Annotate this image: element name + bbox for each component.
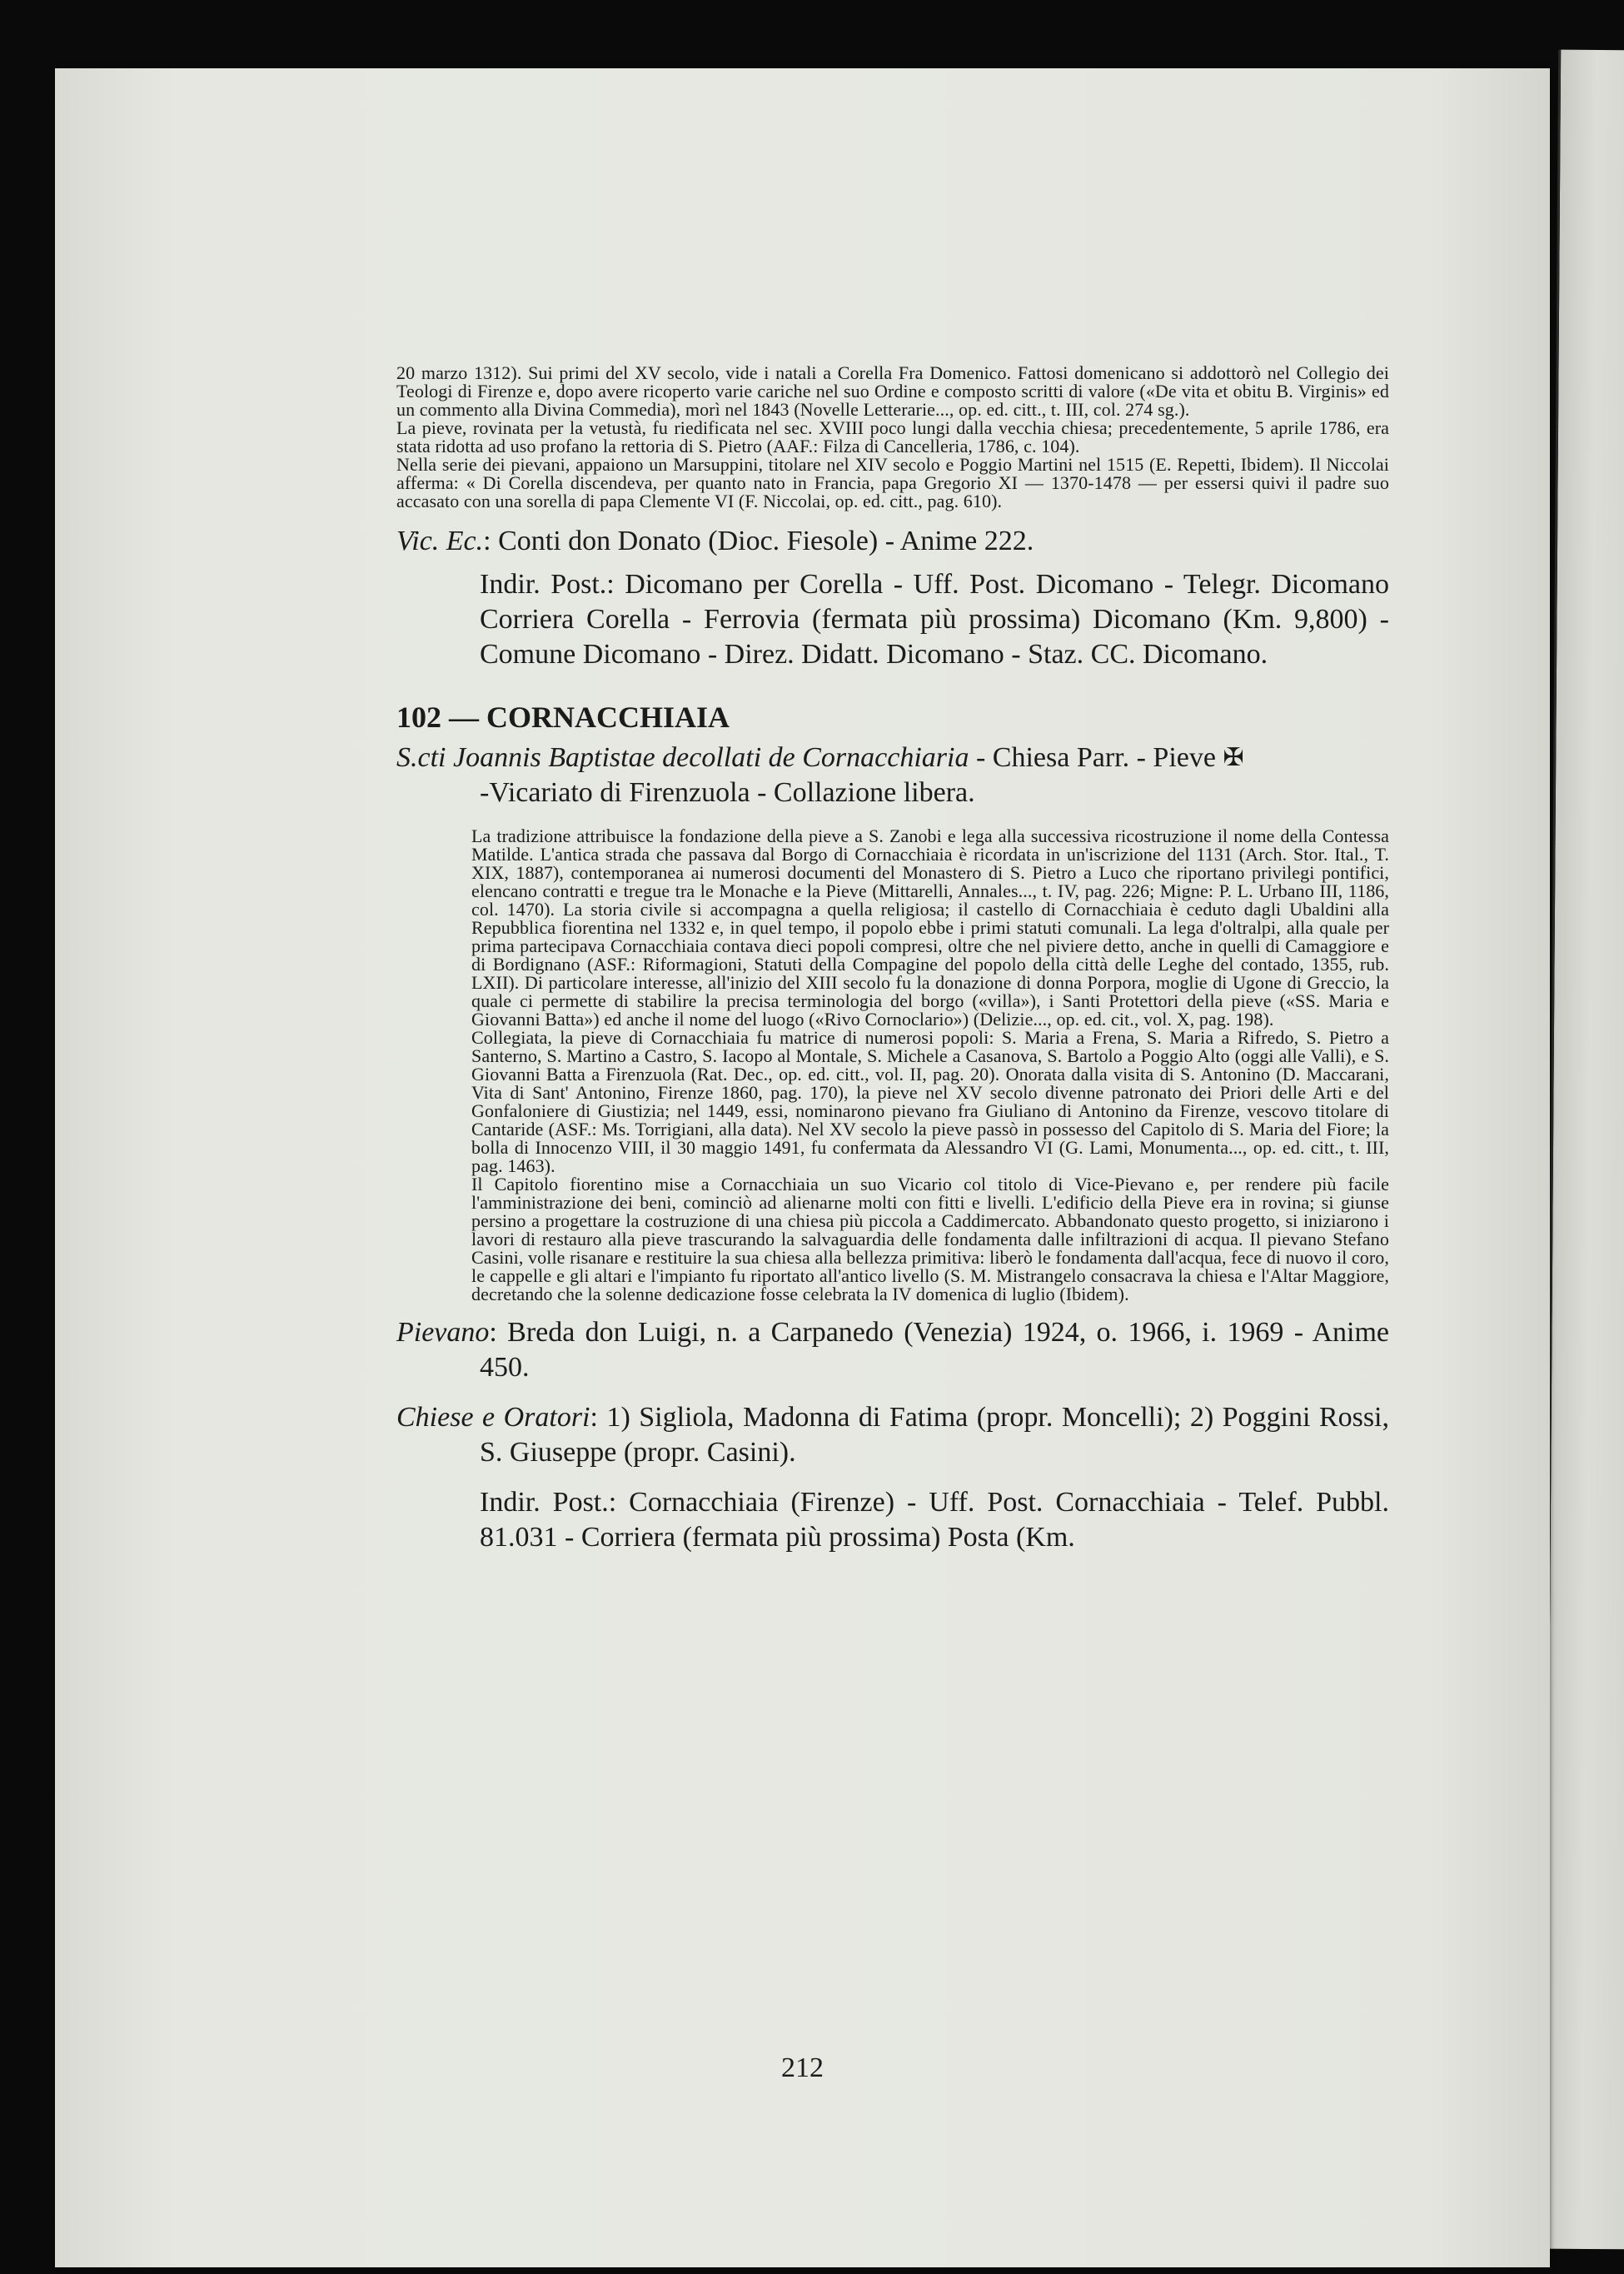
- intro-note-2: La pieve, rovinata per la vetustà, fu riedificata nel sec. XVIII poco lungi dalla vecchia chiesa; precedentemente, 5 aprile 1786, era stata ridotta ad uso profano la rettoria di S. Pietro (AAF.: Filza di Cancelleria, 1786, c. 104).: [396, 417, 1389, 456]
- pievano-text: : Breda don Luigi, n. a Carpanedo (Venezia) 1924, o. 1966, i. 1969 - Anime 450.: [480, 1317, 1389, 1383]
- page-number: 212: [781, 2052, 824, 2083]
- page-content: [396, 364, 1389, 1555]
- section-note-1: La tradizione attribuisce la fondazione della pieve a S. Zanobi e lega alla successiva ricostruzione il nome della Contessa Matilde. L'antica strada che passava dal Borgo di Cornacchiaia è ricordata in un'iscrizione del 1131 (Arch. Stor. Ital., T. XIX, 1887), contemporanea ai numerosi documenti del Monastero di S. Pietro a Luco che riportano privilegi pontifici, elencano contratti e tregue tra le Monache e la Pieve (Mittarelli, Annales..., t. IV, pag. 226; Migne: P. L. Urbano III, 1186, col. 1470). La storia civile si accompagna a quella religiosa; il castello di Cornacchiaia è ceduto dagli Ubaldini alla Repubblica fiorentina nel 1332 e, in quel tempo, il popolo ebbe i primi statuti comunali. La lega d'oltralpi, alla quale per prima partecipava Cornacchiaia contava dieci popoli compresi, oltre che nel piviere detto, anche in quelli di Camaggiore e di Bordignano (ASF.: Riformagioni, Statuti della Compagine del popolo della città delle Leghe del contado, 1355, rub. LXII). Di particolare interesse, all'inizio del XIII secolo fu la donazione di donna Porpora, moglie di Ugone di Greccio, la quale ci permette di stabilire la precisa terminologia del borgo («villa»), i Santi Protettori della pieve («SS. Maria e Giovanni Batta») ed anche il nome del luogo («Rivo Cornoclario») (Delizie..., op. ed. cit., vol. X, pag. 198).: [471, 825, 1389, 1030]
- title-line-2: -Vicariato di Firenzuola - Collazione libera.: [480, 777, 975, 808]
- chiese-text: : 1) Sigliola, Madonna di Fatima (propr. Moncelli); 2) Poggini Rossi, S. Giuseppe (propr. Casini).: [480, 1402, 1389, 1468]
- section-note-2: Collegiata, la pieve di Cornacchiaia fu matrice di numerosi popoli: S. Maria a Frena, S. Maria a Rifredo, S. Pietro a Santerno, S. Martino a Castro, S. Iacopo al Montale, S. Michele a Casanova, S. Bartolo a Poggio Alto (oggi alle Valli), e S. Giovanni Batta a Firenzuola (Rat. Dec., op. ed. citt., vol. II, pag. 20). Onorata dalla visita di S. Antonino (D. Maccarani, Vita di Sant' Antonino, Firenze 1860, pag. 170), la pieve nel XV secolo divenne patronato dei Priori delle Arti e del Gonfaloniere di Giustizia; nel 1449, essi, nominarono pievano fra Giuliano di Antonino da Firenze, vescovo titolare di Cantaride (ASF.: Ms. Torrigiani, alla data). Nel XV secolo la pieve passò in possesso del Capitolo di S. Maria del Fiore; la bolla di Innocenzo VIII, il 30 maggio 1491, fu confermata da Alessandro VI (G. Lami, Monumenta..., op. ed. citt., t. III, pag. 1463).: [471, 1027, 1389, 1176]
- cross-icon: ✠: [1223, 744, 1244, 771]
- chiese-entry: [396, 1400, 1389, 1470]
- vic-ec-text: : Conti don Donato (Dioc. Fiesole) - Anime 222.: [483, 526, 1034, 556]
- intro-notes: [396, 364, 1389, 511]
- section-note-3: Il Capitolo fiorentino mise a Cornacchiaia un suo Vicario col titolo di Vice-Pievano e, per rendere più facile l'amministrazione dei beni, cominciò ad alienarne molti con fitti e livelli. L'edificio della Pieve era in rovina; si giunse persino a progettare la costruzione di una chiesa più piccola a Caddimercato. Abbandonato questo progetto, si iniziarono i lavori di restauro alla pieve trascurando la salvaguardia delle fondamenta dalle infiltrazioni di acqua. Il pievano Stefano Casini, volle risanare e restituire la sua chiesa alla bellezza primitiva: liberò le fondamenta dall'acqua, fece di nuovo il coro, le cappelle e gli altari e l'impianto fu riportato all'antico livello (S. M. Mistrangelo consacrava la chiesa e l'Altar Maggiore, decretando che la solenne dedicazione fosse celebrata la IV domenica di luglio (Ibidem).: [471, 1174, 1389, 1304]
- latin-title: S.cti Joannis Baptistae decollati de Cornacchiaria: [396, 742, 969, 773]
- chiese-label: Chiese e Oratori: [396, 1402, 590, 1433]
- vic-ec-entry: [396, 524, 1389, 559]
- indir-post-2: Indir. Post.: Cornacchiaia (Firenze) - Uff. Post. Cornacchiaia - Telef. Pubbl. 81.031 - Corriera (fermata più prossima) Posta (Km.: [480, 1487, 1389, 1553]
- book-page: [55, 68, 1550, 2267]
- vic-ec-label: Vic. Ec.: [396, 526, 484, 556]
- adjacent-page-edge: [1543, 50, 1624, 2250]
- section-notes: [396, 827, 1389, 1304]
- pievano-entry: [396, 1315, 1389, 1385]
- indir-post-1: Indir. Post.: Dicomano per Corella - Uff. Post. Dicomano - Telegr. Dicomano Corriera Corella - Ferrovia (fermata più prossima) Dicomano (Km. 9,800) - Comune Dicomano - Direz. Didatt. Dicomano - Staz. CC. Dicomano.: [480, 569, 1389, 670]
- intro-note-3: Nella serie dei pievani, appaiono un Marsuppini, titolare nel XIV secolo e Poggio Martini nel 1515 (E. Repetti, Ibidem). Il Niccolai afferma: « Di Corella discendeva, per quanto nato in Francia, papa Gregorio XI — 1370-1478 — per essersi quivi il padre suo accasato con una sorella di papa Clemente VI (F. Niccolai, op. ed. citt., pag. 610).: [396, 454, 1389, 511]
- section-heading: 102 — CORNACCHIAIA: [396, 701, 730, 734]
- pievano-label: Pievano: [396, 1317, 490, 1348]
- title-rest: - Chiesa Parr. - Pieve: [969, 742, 1216, 773]
- section-title: [396, 741, 1389, 810]
- intro-note-1: 20 marzo 1312). Sui primi del XV secolo, vide i natali a Corella Fra Domenico. Fattosi domenicano si addottorò nel Collegio dei Teologi di Firenze e, dopo avere ricoperto varie cariche nel suo Ordine e composto scritti di valore («De vita et obitu B. Virginis» ed un commento alla Divina Commedia), morì nel 1843 (Novelle Letterarie..., op. ed. citt., t. III, col. 274 sg.).: [396, 362, 1389, 420]
